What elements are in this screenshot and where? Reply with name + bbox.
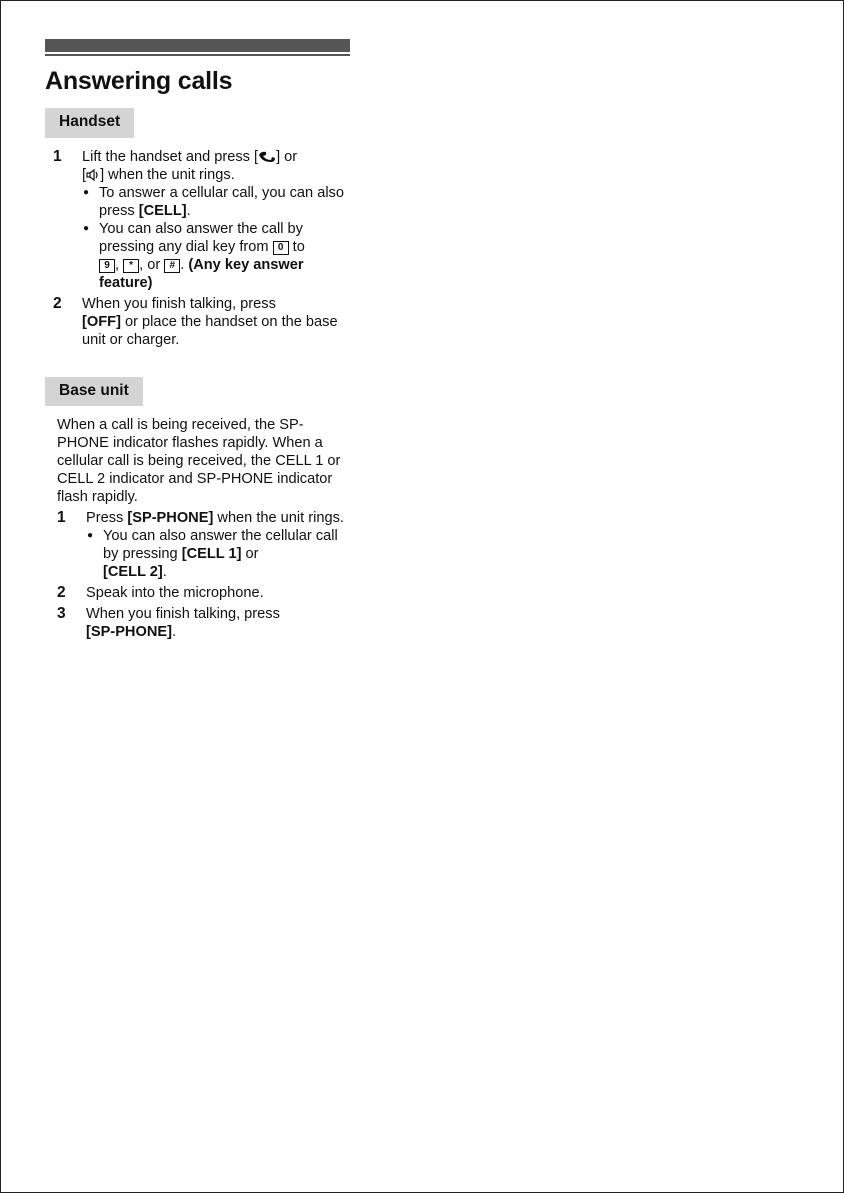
base-unit-intro: When a call is being received, the SP-PHONE indicator flashes rapidly. When a cellular call is being received, the CELL 1 or CELL 2 indicator and SP-PHONE indicator flash rapidly.: [57, 417, 341, 506]
phone-talk-icon: [258, 151, 276, 163]
dial-key-0: 0: [273, 241, 289, 255]
base-step-3: 3 When you finish talking, press [SP-PHONE].: [57, 605, 280, 641]
step-number: 2: [57, 584, 66, 602]
title-rule: [45, 39, 350, 54]
page-title: Answering calls: [45, 67, 233, 95]
sp-phone-key: [SP-PHONE]: [86, 624, 172, 641]
cell-2-key: [CELL 2]: [103, 564, 163, 581]
cell-key: [CELL]: [138, 202, 187, 219]
step-number: 1: [57, 509, 66, 527]
step-number: 1: [53, 147, 62, 165]
handset-step-2: 2 When you finish talking, press [OFF] or place the handset on the base unit or charger.: [53, 294, 338, 348]
dial-key-hash: #: [164, 259, 180, 273]
base-step-1: 1 Press [SP-PHONE] when the unit rings. ● You can also answer the cellular call by pressing [CELL 1] or [CELL 2].: [45, 509, 350, 581]
step-number: 3: [57, 605, 66, 623]
handset-step-1: 1 Lift the handset and press [ ] or [ ] when the unit rings. ● To answer a cellular call, you can also press [CELL]. ● You can also answer the call by pressing any dial key from 0 to 9 , * , or # . (Any key answer feature): [45, 148, 350, 292]
speaker-key: [ ]: [82, 166, 105, 183]
step-number: 2: [53, 294, 62, 312]
dial-key-star: *: [123, 259, 139, 273]
section-label-base-unit: Base unit: [45, 377, 143, 407]
talk-key: [ ]: [254, 148, 281, 165]
dial-key-9: 9: [99, 259, 115, 273]
any-key-answer-note: (Any key answer feature): [99, 256, 304, 291]
cell-1-key: [CELL 1]: [181, 546, 242, 563]
speakerphone-icon: [86, 169, 100, 181]
handset-step-1-bullet-2: ● You can also answer the call by pressing any dial key from 0 to 9 , * , or # . (Any key answer feature): [82, 220, 350, 292]
off-key: [OFF]: [82, 313, 121, 330]
base-step-1-bullet: ● You can also answer the cellular call by pressing [CELL 1] or [CELL 2].: [86, 527, 350, 581]
base-step-2: 2 Speak into the microphone.: [57, 584, 264, 602]
content-column: [45, 39, 350, 641]
sp-phone-key: [SP-PHONE]: [127, 510, 214, 527]
section-label-handset: Handset: [45, 108, 134, 138]
handset-step-1-bullet-1: ● To answer a cellular call, you can also press [CELL].: [82, 184, 350, 220]
